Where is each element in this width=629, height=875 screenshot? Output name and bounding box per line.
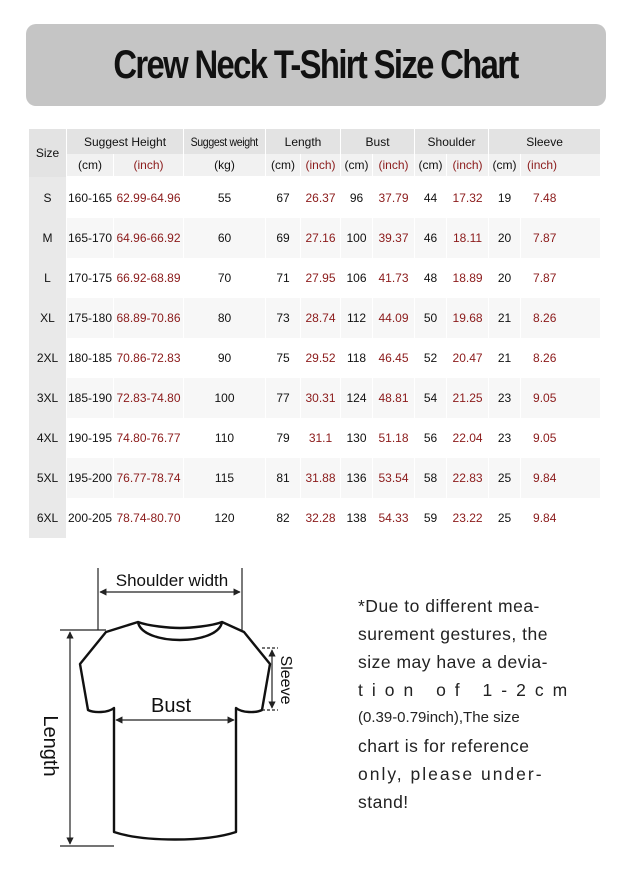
cell-bust-in: 54.33 <box>373 498 415 538</box>
cell-bust-cm: 130 <box>341 418 373 458</box>
cell-sleeve-in: 9.05 <box>521 418 601 458</box>
unit-cm: (cm) <box>67 154 114 177</box>
note-line: surement gestures, the <box>358 624 548 644</box>
cell-bust-cm: 100 <box>341 218 373 258</box>
cell-length-cm: 67 <box>266 177 301 218</box>
cell-length-in: 27.16 <box>301 218 341 258</box>
weight-header: Suggest weight <box>184 129 266 154</box>
cell-weight: 60 <box>184 218 266 258</box>
cell-bust-cm: 112 <box>341 298 373 338</box>
note-line: chart is for reference <box>358 736 530 756</box>
cell-shoulder-in: 23.22 <box>447 498 489 538</box>
note-line: size may have a devia- <box>358 652 548 672</box>
cell-size: 3XL <box>29 378 67 418</box>
cell-size: L <box>29 258 67 298</box>
cell-weight: 55 <box>184 177 266 218</box>
cell-height-in: 68.89-70.86 <box>114 298 184 338</box>
table-row <box>29 298 601 338</box>
table-row <box>29 378 601 418</box>
unit-cm: (cm) <box>266 154 301 177</box>
page-title: Crew Neck T-Shirt Size Chart <box>113 42 519 87</box>
table-row <box>29 458 601 498</box>
cell-shoulder-cm: 50 <box>415 298 447 338</box>
cell-height-in: 72.83-74.80 <box>114 378 184 418</box>
table-row <box>29 258 601 298</box>
cell-length-cm: 71 <box>266 258 301 298</box>
length-header: Length <box>266 129 341 154</box>
cell-height-cm: 200-205 <box>67 498 114 538</box>
header-row <box>29 129 601 154</box>
cell-shoulder-in: 22.83 <box>447 458 489 498</box>
cell-size: 5XL <box>29 458 67 498</box>
cell-shoulder-cm: 46 <box>415 218 447 258</box>
cell-height-in: 70.86-72.83 <box>114 338 184 378</box>
cell-weight: 110 <box>184 418 266 458</box>
cell-weight: 70 <box>184 258 266 298</box>
unit-cm: (cm) <box>415 154 447 177</box>
height-header: Suggest Height <box>67 129 184 154</box>
cell-sleeve-cm: 25 <box>489 498 521 538</box>
shoulder-header: Shoulder <box>415 129 489 154</box>
tshirt-outline <box>80 622 270 840</box>
cell-length-cm: 77 <box>266 378 301 418</box>
cell-bust-in: 46.45 <box>373 338 415 378</box>
note-line: stand! <box>358 792 409 812</box>
note-line: only, please under- <box>358 764 544 784</box>
cell-height-cm: 190-195 <box>67 418 114 458</box>
title-banner <box>26 24 606 106</box>
unit-inch: (inch) <box>114 154 184 177</box>
cell-length-cm: 82 <box>266 498 301 538</box>
cell-height-in: 64.96-66.92 <box>114 218 184 258</box>
cell-length-in: 28.74 <box>301 298 341 338</box>
cell-bust-cm: 136 <box>341 458 373 498</box>
cell-shoulder-in: 21.25 <box>447 378 489 418</box>
cell-sleeve-in: 9.84 <box>521 498 601 538</box>
cell-length-in: 30.31 <box>301 378 341 418</box>
cell-height-cm: 185-190 <box>67 378 114 418</box>
note-line: (0.39-0.79inch),The size <box>358 709 520 726</box>
cell-bust-cm: 124 <box>341 378 373 418</box>
cell-bust-in: 48.81 <box>373 378 415 418</box>
cell-shoulder-in: 19.68 <box>447 298 489 338</box>
cell-height-cm: 165-170 <box>67 218 114 258</box>
cell-shoulder-in: 22.04 <box>447 418 489 458</box>
cell-sleeve-cm: 21 <box>489 338 521 378</box>
size-chart-table <box>28 129 601 538</box>
cell-length-cm: 81 <box>266 458 301 498</box>
cell-weight: 90 <box>184 338 266 378</box>
cell-bust-in: 44.09 <box>373 298 415 338</box>
cell-height-cm: 160-165 <box>67 177 114 218</box>
cell-length-cm: 73 <box>266 298 301 338</box>
shoulder-width-label: Shoulder width <box>115 571 229 590</box>
cell-sleeve-in: 7.87 <box>521 258 601 298</box>
cell-height-in: 76.77-78.74 <box>114 458 184 498</box>
cell-sleeve-cm: 20 <box>489 218 521 258</box>
cell-length-cm: 79 <box>266 418 301 458</box>
cell-sleeve-in: 9.84 <box>521 458 601 498</box>
unit-inch: (inch) <box>373 154 415 177</box>
cell-sleeve-in: 8.26 <box>521 338 601 378</box>
cell-shoulder-cm: 52 <box>415 338 447 378</box>
cell-height-cm: 180-185 <box>67 338 114 378</box>
unit-inch: (inch) <box>521 154 601 177</box>
cell-shoulder-cm: 58 <box>415 458 447 498</box>
cell-size: 6XL <box>29 498 67 538</box>
cell-shoulder-cm: 59 <box>415 498 447 538</box>
cell-bust-in: 39.37 <box>373 218 415 258</box>
cell-sleeve-in: 7.87 <box>521 218 601 258</box>
cell-shoulder-in: 18.89 <box>447 258 489 298</box>
cell-sleeve-cm: 20 <box>489 258 521 298</box>
cell-sleeve-in: 8.26 <box>521 298 601 338</box>
bust-header: Bust <box>341 129 415 154</box>
cell-weight: 115 <box>184 458 266 498</box>
cell-bust-in: 51.18 <box>373 418 415 458</box>
size-disclaimer <box>358 592 598 816</box>
cell-sleeve-in: 7.48 <box>521 177 601 218</box>
size-rows <box>29 177 601 538</box>
cell-bust-cm: 96 <box>341 177 373 218</box>
cell-bust-cm: 106 <box>341 258 373 298</box>
tshirt-diagram <box>30 550 330 860</box>
cell-height-in: 78.74-80.70 <box>114 498 184 538</box>
cell-height-cm: 175-180 <box>67 298 114 338</box>
cell-size: M <box>29 218 67 258</box>
size-header: Size <box>29 129 67 177</box>
cell-shoulder-in: 20.47 <box>447 338 489 378</box>
table-row <box>29 218 601 258</box>
cell-weight: 80 <box>184 298 266 338</box>
unit-kg: (kg) <box>184 154 266 177</box>
cell-length-in: 32.28 <box>301 498 341 538</box>
table-row <box>29 498 601 538</box>
sleeve-header: Sleeve <box>489 129 601 154</box>
note-line: *Due to different mea- <box>358 596 540 616</box>
cell-size: S <box>29 177 67 218</box>
cell-sleeve-in: 9.05 <box>521 378 601 418</box>
unit-inch: (inch) <box>301 154 341 177</box>
cell-sleeve-cm: 21 <box>489 298 521 338</box>
cell-height-cm: 195-200 <box>67 458 114 498</box>
cell-height-in: 62.99-64.96 <box>114 177 184 218</box>
cell-bust-cm: 118 <box>341 338 373 378</box>
cell-length-in: 31.1 <box>301 418 341 458</box>
cell-height-cm: 170-175 <box>67 258 114 298</box>
note-line: tion of 1-2cm <box>358 680 577 700</box>
unit-cm: (cm) <box>489 154 521 177</box>
cell-length-in: 26.37 <box>301 177 341 218</box>
cell-length-cm: 75 <box>266 338 301 378</box>
cell-bust-in: 41.73 <box>373 258 415 298</box>
cell-shoulder-in: 17.32 <box>447 177 489 218</box>
cell-sleeve-cm: 25 <box>489 458 521 498</box>
sleeve-label: Sleeve <box>277 655 294 705</box>
cell-sleeve-cm: 23 <box>489 378 521 418</box>
cell-size: XL <box>29 298 67 338</box>
length-label: Length <box>39 715 61 777</box>
cell-shoulder-cm: 44 <box>415 177 447 218</box>
cell-size: 4XL <box>29 418 67 458</box>
cell-sleeve-cm: 23 <box>489 418 521 458</box>
cell-bust-cm: 138 <box>341 498 373 538</box>
table-row <box>29 418 601 458</box>
cell-shoulder-cm: 54 <box>415 378 447 418</box>
table-row <box>29 338 601 378</box>
cell-height-in: 74.80-76.77 <box>114 418 184 458</box>
cell-size: 2XL <box>29 338 67 378</box>
table-row <box>29 177 601 218</box>
cell-bust-in: 53.54 <box>373 458 415 498</box>
cell-shoulder-in: 18.11 <box>447 218 489 258</box>
cell-length-cm: 69 <box>266 218 301 258</box>
cell-length-in: 27.95 <box>301 258 341 298</box>
unit-inch: (inch) <box>447 154 489 177</box>
cell-bust-in: 37.79 <box>373 177 415 218</box>
cell-height-in: 66.92-68.89 <box>114 258 184 298</box>
cell-shoulder-cm: 56 <box>415 418 447 458</box>
cell-shoulder-cm: 48 <box>415 258 447 298</box>
unit-row <box>29 154 601 177</box>
cell-length-in: 29.52 <box>301 338 341 378</box>
cell-length-in: 31.88 <box>301 458 341 498</box>
cell-weight: 100 <box>184 378 266 418</box>
unit-cm: (cm) <box>341 154 373 177</box>
cell-weight: 120 <box>184 498 266 538</box>
cell-sleeve-cm: 19 <box>489 177 521 218</box>
bust-label: Bust <box>150 695 192 717</box>
